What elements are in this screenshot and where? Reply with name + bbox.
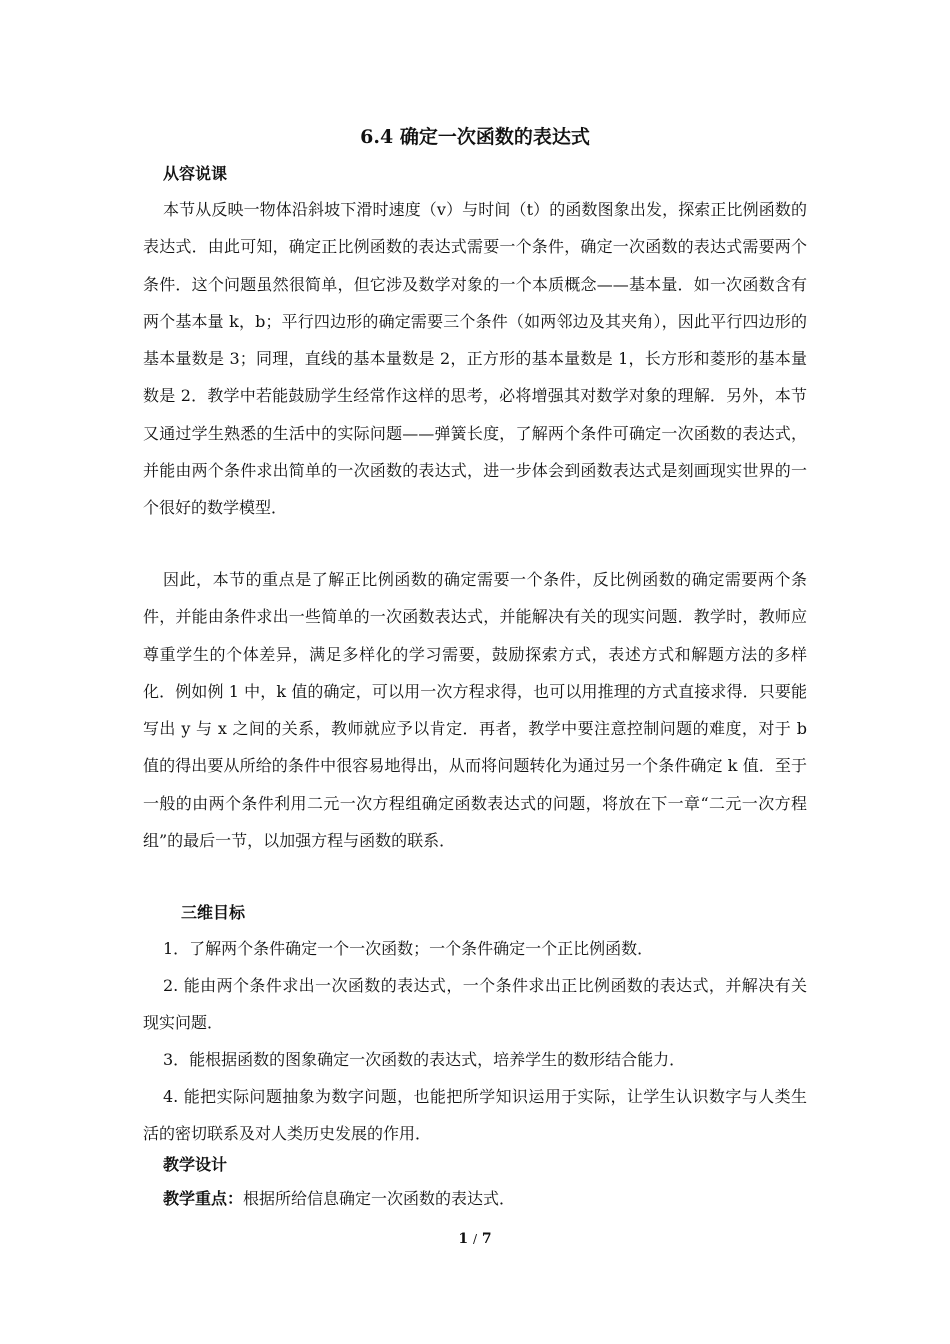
teaching-key-text: 根据所给信息确定一次函数的表达式． [243,1189,516,1208]
document-title: 6.4 确定一次函数的表达式 [360,126,590,148]
goal-item-1: 1．了解两个条件确定一个一次函数；一个条件确定一个正比例函数． [163,939,654,958]
page-separator: / [472,1232,478,1246]
goal-item-3: 3．能根据函数的图象确定一次函数的表达式，培养学生的数形结合能力． [163,1050,686,1069]
teaching-key-line [163,1187,827,1211]
paragraph-intro: 本节从反映一物体沿斜坡下滑时速度（v）与时间（t）的函数图象出发，探索正比例函数的表达式．由此可知，确定正比例函数的表达式需要一个条件，确定一次函数的表达式需要两个条件．这个问题虽然很简单，但它涉及数学对象的一个本质概念——基本量．如一次函数含有两个基本量 k，b；平行四边形的确定需要三个条件（如两邻边及其夹角），因此平行四边形的基本量数是 3；同理，直线的基本量数是 2，正方形的基本量数是 1，长方形和菱形的基本量数是 2．教学中若能鼓励学生经常作这样的思考，必将增强其对数学对象的理解．另外，本节又通过学生熟悉的生活中的实际问题——弹簧长度，了解两个条件可确定一次函数的表达式，并能由两个条件求出简单的一次函数的表达式，进一步体会到函数表达式是刻画现实世界的一个很好的数学模型． [143,200,807,518]
page-number [0,1229,950,1249]
teaching-key-label: 教学重点： [163,1189,244,1208]
current-page: 1 [458,1231,469,1247]
goal-item-4: 4. 能把实际问题抽象为数字问题，也能把所学知识运用于实际，让学生认识数字与人类生活的密切联系及对人类历史发展的作用． [143,1087,807,1144]
section-heading-lesson-talk: 从容说课 [163,164,228,183]
goal-item-2: 2. 能由两个条件求出一次函数的表达式，一个条件求出正比例函数的表达式，并解决有关现实问题． [143,976,807,1033]
paragraph-focus: 因此，本节的重点是了解正比例函数的确定需要一个条件，反比例函数的确定需要两个条件，并能由条件求出一些简单的一次函数表达式，并能解决有关的现实问题．教学时，教师应尊重学生的个体差异，满足多样化的学习需要，鼓励探索方式，表述方式和解题方法的多样化．例如例 1 中，k 值的确定，可以用一次方程求得，也可以用推理的方式直接求得．只要能写出 y 与 x 之间的关系，教师就应予以肯定．再者，教学中要注意控制问题的难度，对于 b 值的得出要从所给的条件中很容易地得出，从而将问题转化为通过另一个条件确定 k 值．至于一般的由两个条件利用二元一次方程组确定函数表达式的问题，将放在下一章“二元一次方程组”的最后一节，以加强方程与函数的联系． [143,570,807,851]
section-heading-goals: 三维目标 [181,903,246,922]
section-heading-design: 教学设计 [163,1155,228,1174]
total-pages: 7 [481,1231,492,1247]
